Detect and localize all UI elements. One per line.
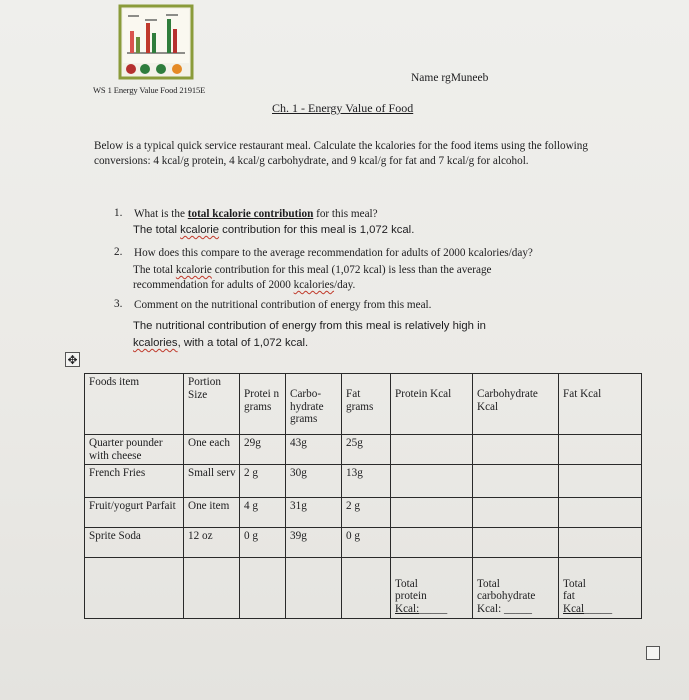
table-row [85, 465, 642, 498]
answer-1-text[interactable]: The total kcalorie contribution for this meal is 1,072 kcal. [133, 224, 415, 236]
portion-size: Small serv [184, 465, 240, 498]
answer-2-text[interactable]: The total kcalorie contribution for this meal (1,072 kcal) is less than the average recommendation for adults of 2000 kcalories/day. [133, 264, 492, 291]
protein-grams[interactable]: 2 g [240, 465, 286, 498]
fat-kcal-cell[interactable] [559, 528, 642, 558]
carb-grams[interactable]: 31g [286, 498, 342, 528]
protein-grams[interactable]: 29g [240, 435, 286, 465]
carb-kcal-cell[interactable] [473, 465, 559, 498]
fat-kcal-cell[interactable] [559, 498, 642, 528]
carb-grams[interactable]: 30g [286, 465, 342, 498]
question-2-number: 2. [114, 246, 123, 258]
total-fat-kcal[interactable]: Total fat Kcal_____ [559, 558, 642, 619]
header-protein-kcal: Protein Kcal [391, 374, 473, 435]
carb-kcal-cell[interactable] [473, 528, 559, 558]
empty-cell [342, 558, 391, 619]
fat-grams[interactable]: 2 g [342, 498, 391, 528]
portion-size: 12 oz [184, 528, 240, 558]
food-energy-table [84, 373, 642, 619]
table-resize-handle[interactable] [646, 646, 660, 660]
table-row [85, 528, 642, 558]
fat-grams[interactable]: 25g [342, 435, 391, 465]
header-fat-kcal: Fat Kcal [559, 374, 642, 435]
empty-cell [85, 558, 184, 619]
empty-cell [240, 558, 286, 619]
protein-grams[interactable]: 4 g [240, 498, 286, 528]
move-cross-icon[interactable]: ✥ [65, 352, 80, 367]
fat-kcal-cell[interactable] [559, 435, 642, 465]
carb-kcal-cell[interactable] [473, 498, 559, 528]
carb-grams[interactable]: 43g [286, 435, 342, 465]
protein-kcal-cell[interactable] [391, 498, 473, 528]
protein-kcal-cell[interactable] [391, 465, 473, 498]
header-fat-grams: Fat grams [342, 374, 391, 435]
empty-cell [286, 558, 342, 619]
totals-row [85, 558, 642, 619]
food-name: French Fries [85, 465, 184, 498]
student-name: Name rgMuneeb [411, 72, 489, 84]
question-2-text: How does this compare to the average recommendation for adults of 2000 kcalories/day? [134, 247, 533, 259]
header-food: Foods item [85, 374, 184, 435]
header-carb-grams: Carbo- hydrate grams [286, 374, 342, 435]
instructions-text: Below is a typical quick service restaurant meal. Calculate the kcalories for the food items using the following conversions: 4 kcal/g protein, 4 kcal/g carbohydrate, and 9 kcal/g for fat and 7 kcal/g for alcohol. [94, 140, 588, 167]
total-carb-kcal[interactable]: Total carbohydrate Kcal: _____ [473, 558, 559, 619]
total-protein-kcal[interactable]: Total protein Kcal:_____ [391, 558, 473, 619]
portion-size: One each [184, 435, 240, 465]
food-name: Sprite Soda [85, 528, 184, 558]
protein-kcal-cell[interactable] [391, 435, 473, 465]
question-3-number: 3. [114, 298, 123, 310]
answer-3-text[interactable]: The nutritional contribution of energy from this meal is relatively high in kcalories, with a total of 1,072 kcal. [133, 320, 486, 349]
fat-grams[interactable]: 0 g [342, 528, 391, 558]
question-3-text: Comment on the nutritional contribution of energy from this meal. [134, 299, 432, 311]
carb-grams[interactable]: 39g [286, 528, 342, 558]
table-row [85, 498, 642, 528]
header-protein-grams: Protei n grams [240, 374, 286, 435]
question-1-text: What is the total kcalorie contribution for this meal? [134, 208, 378, 220]
table-row [85, 435, 642, 465]
header-portion: Portion Size [184, 374, 240, 435]
protein-grams[interactable]: 0 g [240, 528, 286, 558]
worksheet-code: WS 1 Energy Value Food 21915E [93, 85, 206, 95]
protein-kcal-cell[interactable] [391, 528, 473, 558]
fat-kcal-cell[interactable] [559, 465, 642, 498]
chapter-title: Ch. 1 - Energy Value of Food [272, 101, 414, 115]
question-1-number: 1. [114, 207, 123, 219]
food-name: Quarter pounder with cheese [85, 435, 184, 465]
table-header-row [85, 374, 642, 435]
question-1-emphasis: total kcalorie contribution [187, 208, 314, 220]
food-name: Fruit/yogurt Parfait [85, 498, 184, 528]
portion-size: One item [184, 498, 240, 528]
empty-cell [184, 558, 240, 619]
carb-kcal-cell[interactable] [473, 435, 559, 465]
food-energy-logo [117, 3, 195, 81]
header-carb-kcal: Carbohydrate Kcal [473, 374, 559, 435]
fat-grams[interactable]: 13g [342, 465, 391, 498]
